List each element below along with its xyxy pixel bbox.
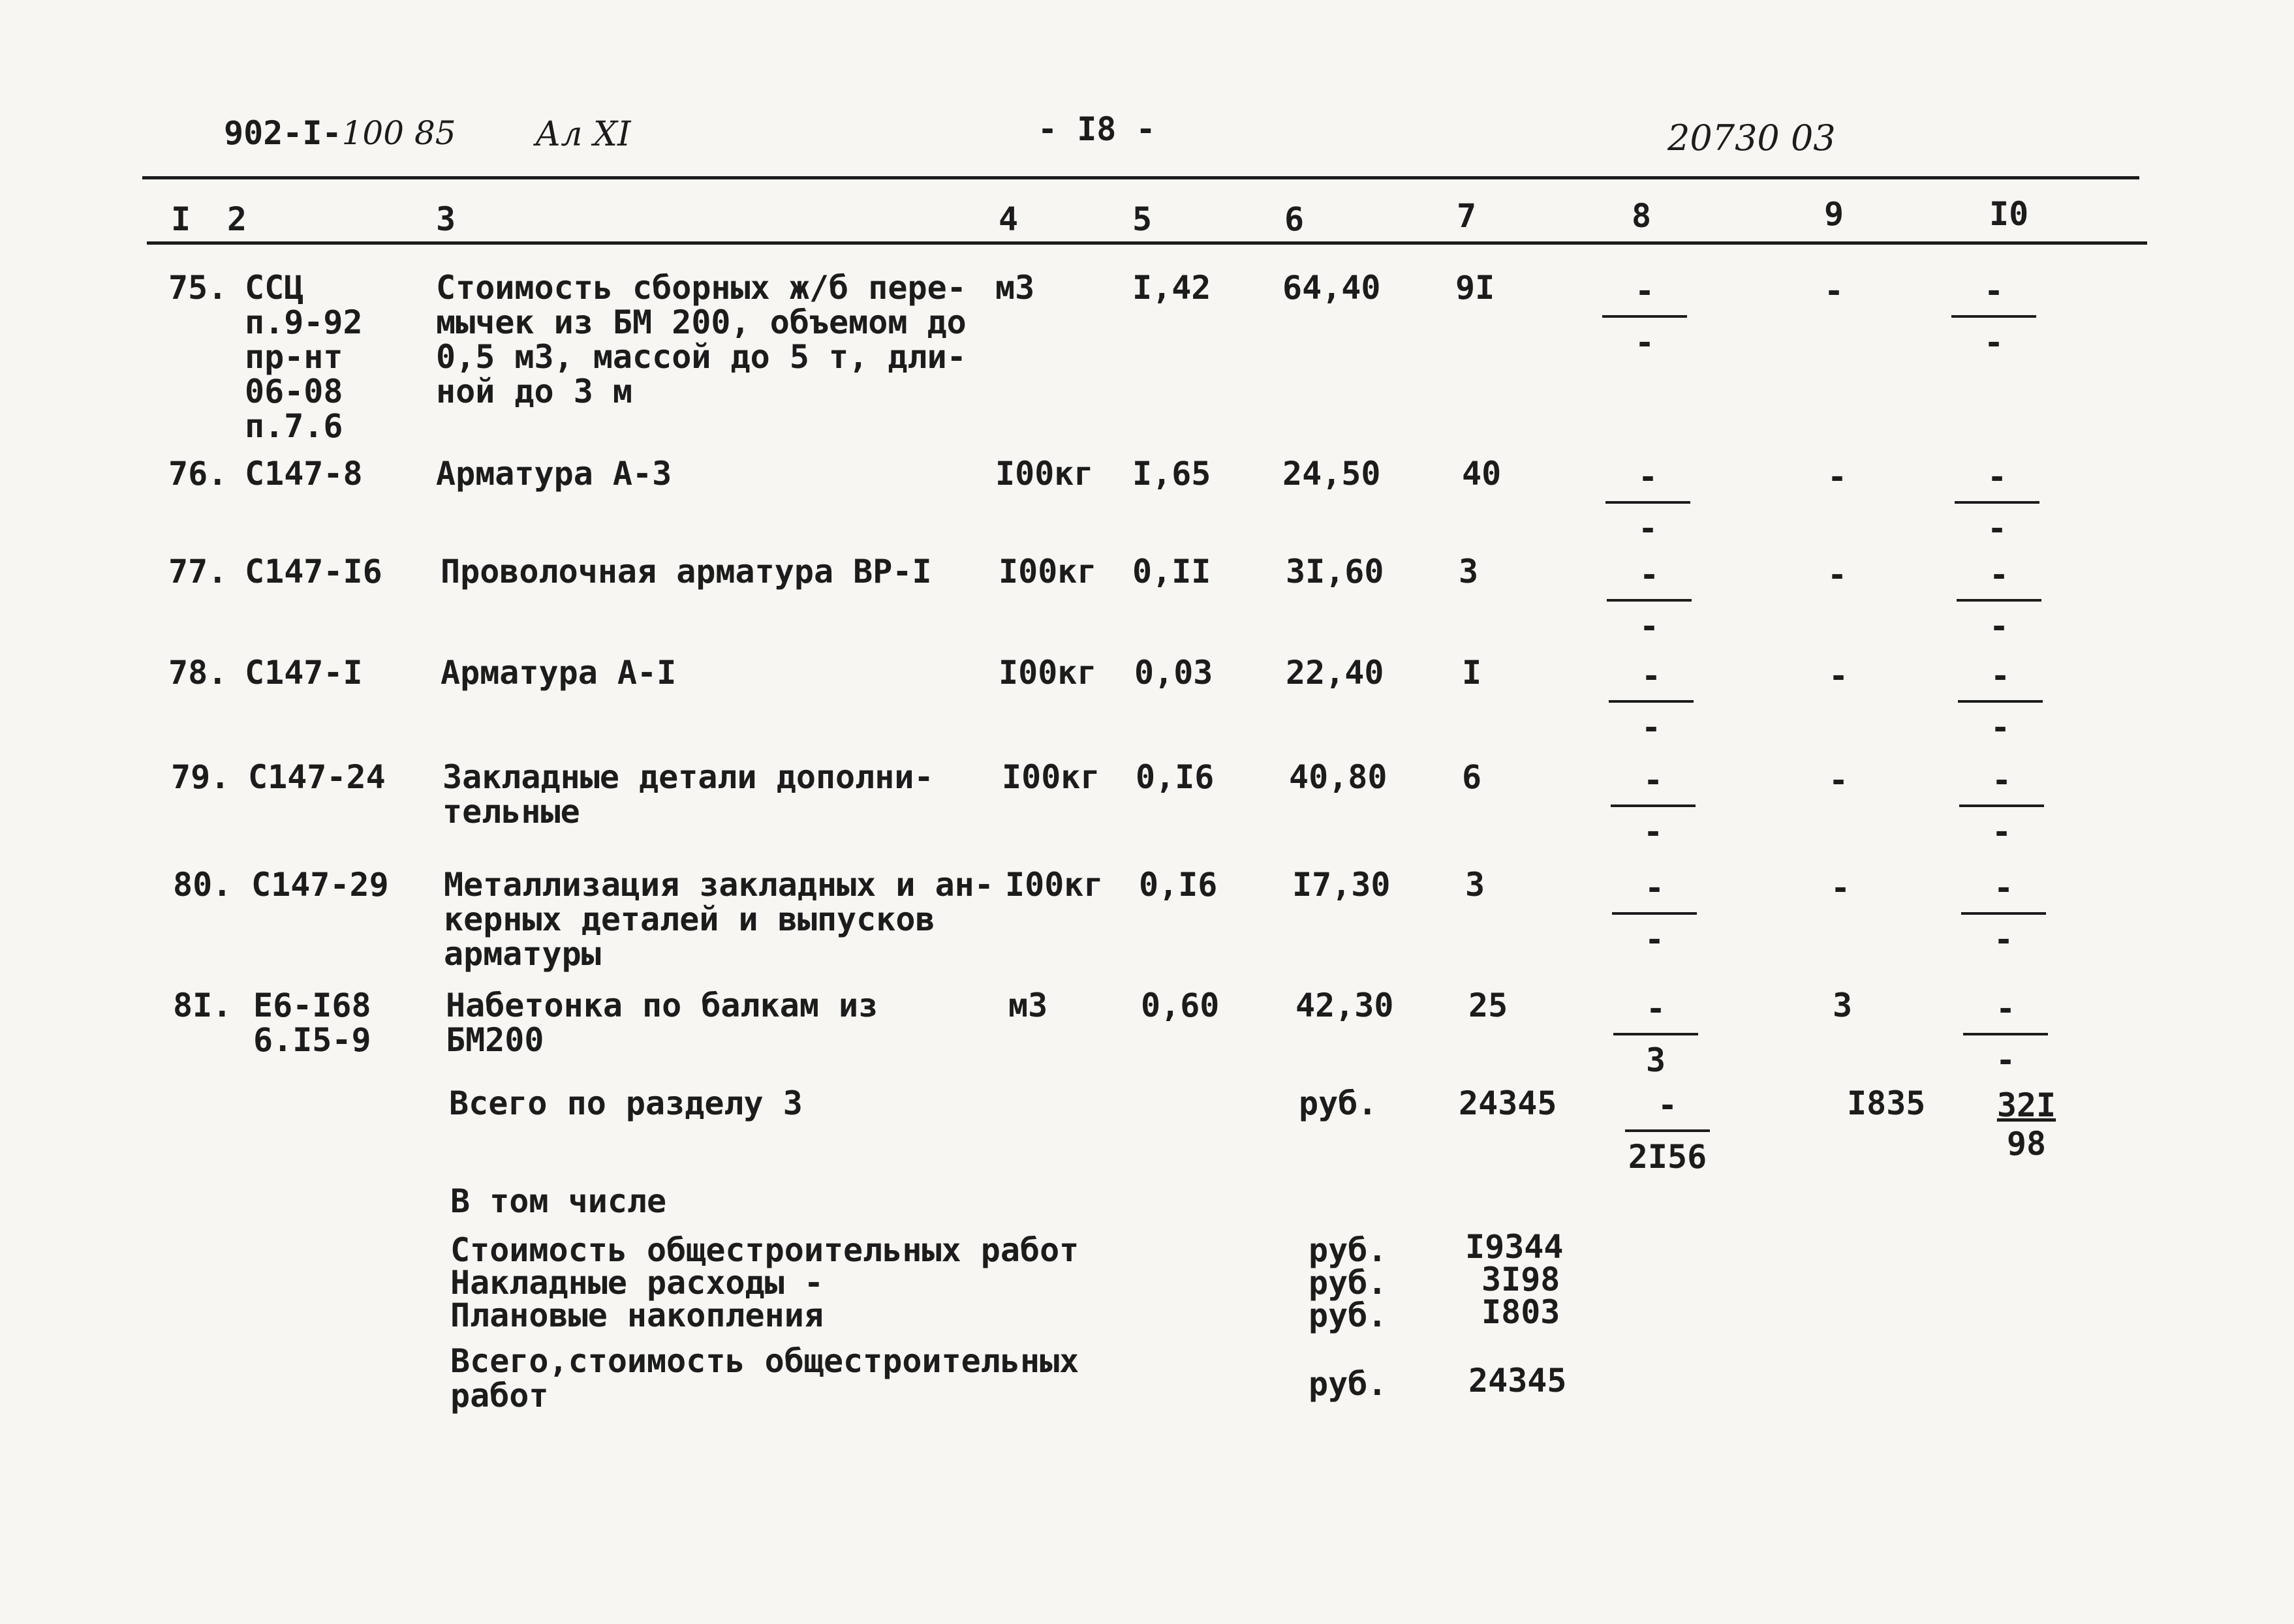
row-col8-fraction (1609, 659, 1694, 745)
col-header-1: I (171, 200, 191, 238)
row-unit: I00кг (1005, 866, 1104, 904)
row-unit: I00кг (999, 553, 1097, 590)
row-name (436, 271, 967, 409)
row-name-line: Проволочная арматура ВР-I (441, 553, 932, 590)
row-col10-top: - (1995, 990, 2016, 1028)
row-name (442, 760, 934, 829)
section-total-col8-bottom: 2I56 (1628, 1138, 1707, 1176)
row-col8-bottom: - (1641, 709, 1662, 746)
row-total: I (1462, 654, 1482, 692)
row-col8-top: - (1639, 556, 1660, 594)
row-name-line: Набетонка по балкам из (446, 987, 878, 1024)
row-col10-fraction (1957, 558, 2041, 644)
row-total: 6 (1462, 758, 1482, 796)
section-total-col8-top: - (1657, 1086, 1678, 1124)
row-col10-fraction (1951, 274, 2036, 360)
including-line-label: Стоимость общестроительных работ (450, 1231, 1079, 1269)
row-number: 78. (168, 654, 228, 692)
col-header-3: 3 (436, 200, 456, 238)
doc-code-handwritten: 100 85 (341, 114, 456, 152)
including-line-label: Плановые накопления (450, 1296, 824, 1334)
row-col10-top: - (1989, 556, 2009, 594)
row-col8-top: - (1641, 657, 1662, 695)
row-col8-fraction (1607, 558, 1692, 644)
row-col9: - (1827, 556, 1848, 594)
col-header-4: 4 (999, 200, 1019, 238)
row-unit: I00кг (999, 654, 1097, 692)
row-col10-bottom: - (1983, 324, 2004, 361)
row-col9: - (1828, 761, 1849, 799)
row-code (253, 988, 371, 1058)
section-total-unit: руб. (1299, 1084, 1378, 1122)
row-col10-top: - (1993, 869, 2014, 907)
row-col8-fraction (1612, 871, 1697, 957)
row-col10-top: - (1990, 657, 2011, 695)
row-col8-bottom: - (1637, 510, 1658, 547)
row-price: 24,50 (1282, 455, 1381, 493)
row-name-line: Закладные детали дополни- (442, 758, 934, 796)
row-col10-fraction (1963, 992, 2048, 1078)
row-col10-bottom: - (1991, 813, 2012, 851)
row-col9: - (1830, 869, 1851, 907)
row-code (251, 868, 389, 902)
including-heading: В том числе (450, 1182, 667, 1220)
page-number: - I8 - (1038, 110, 1156, 148)
row-code (245, 271, 363, 444)
row-code-line: С147-24 (248, 758, 386, 796)
row-code-line: 06-08 (245, 373, 343, 410)
section-total-col10-fraction (1984, 1088, 2069, 1161)
row-number: 77. (168, 553, 228, 590)
including-line-label: Накладные расходы - (450, 1264, 824, 1302)
row-unit: м3 (1008, 987, 1048, 1024)
row-col10-fraction (1955, 460, 2039, 546)
col-header-9: 9 (1824, 195, 1844, 233)
row-col10-bottom: - (1987, 510, 2007, 547)
row-price: 22,40 (1286, 654, 1384, 692)
row-col8-bottom: - (1639, 607, 1660, 645)
row-qty: 0,03 (1134, 654, 1213, 692)
row-unit: I00кг (995, 455, 1094, 493)
row-code-line: С147-8 (245, 455, 363, 493)
row-name-line: Арматура А-I (441, 654, 677, 692)
row-col8-fraction (1602, 274, 1687, 360)
grand-total-value: 24345 (1468, 1362, 1567, 1400)
row-col8-bottom: - (1634, 324, 1655, 361)
row-col9: - (1827, 458, 1848, 496)
row-name-line: БМ200 (446, 1021, 544, 1059)
row-code-line: Е6-I68 (253, 987, 371, 1024)
including-line-value: I803 (1481, 1293, 1560, 1331)
row-code (245, 457, 363, 491)
row-col8-top: - (1637, 458, 1658, 496)
row-col8-top: - (1634, 272, 1655, 310)
row-name-line: Арматура А-3 (436, 455, 672, 493)
row-name (436, 457, 672, 491)
including-line-unit: руб. (1309, 1231, 1387, 1269)
row-code-line: ССЦ (245, 269, 304, 307)
row-col8-fraction (1613, 992, 1698, 1078)
row-col10-fraction (1959, 763, 2044, 850)
row-number: 79. (171, 758, 230, 796)
row-col8-fraction (1611, 763, 1696, 850)
row-col8-bottom: - (1644, 921, 1665, 958)
row-col10-top: - (1987, 458, 2007, 496)
row-name (446, 988, 878, 1058)
row-price: 42,30 (1295, 987, 1394, 1024)
section-total-value: 24345 (1459, 1084, 1557, 1122)
col-header-8: 8 (1632, 197, 1652, 235)
row-price: 3I,60 (1286, 553, 1384, 590)
section-total-col9: I835 (1847, 1084, 1926, 1122)
row-name-line: мычек из БМ 200, объемом до (436, 303, 967, 341)
row-code (245, 656, 363, 690)
album-number: Ал XI (535, 115, 631, 154)
row-unit: м3 (995, 269, 1035, 307)
row-name-line: керных деталей и выпусков (444, 900, 935, 938)
row-total: 3 (1465, 866, 1485, 904)
header-bottom-rule (147, 241, 2147, 245)
section-total-col10-top: 32I (1996, 1086, 2056, 1124)
row-col10-bottom: - (1995, 1041, 2016, 1079)
row-name (441, 656, 676, 690)
row-unit: I00кг (1002, 758, 1100, 796)
row-name-line: Стоимость сборных ж/б пере- (436, 269, 967, 307)
row-code (248, 760, 386, 795)
including-line-value: I9344 (1465, 1228, 1564, 1266)
row-col10-fraction (1958, 659, 2043, 745)
row-qty: I,42 (1132, 269, 1211, 307)
including-line-unit: руб. (1309, 1264, 1387, 1302)
row-number: 76. (168, 455, 228, 493)
row-name (441, 555, 932, 589)
row-name (444, 868, 994, 972)
row-name-line: арматуры (444, 935, 601, 973)
row-total: 40 (1462, 455, 1502, 493)
row-price: I7,30 (1292, 866, 1391, 904)
row-code-line: 6.I5-9 (253, 1021, 371, 1059)
row-col8-fraction (1605, 460, 1690, 546)
row-code (245, 555, 382, 589)
row-code-line: С147-29 (251, 866, 389, 904)
row-name-line: 0,5 м3, массой до 5 т, дли- (436, 338, 967, 376)
row-qty: 0,II (1132, 553, 1211, 590)
row-code-line: п.9-92 (245, 303, 363, 341)
col-header-6: 6 (1284, 200, 1305, 238)
row-price: 64,40 (1282, 269, 1381, 307)
row-col10-bottom: - (1993, 921, 2014, 958)
row-name-line: ной до 3 м (436, 373, 633, 410)
row-name-line: тельные (442, 793, 580, 831)
row-number: 8I. (173, 987, 232, 1024)
grand-total-label (450, 1344, 1079, 1413)
row-col8-top: - (1643, 761, 1664, 799)
row-col10-fraction (1961, 871, 2046, 957)
row-qty: 0,I6 (1136, 758, 1215, 796)
table-top-rule (142, 176, 2139, 179)
row-col9: - (1828, 657, 1849, 695)
row-code-line: С147-I (245, 654, 363, 692)
col-header-10: I0 (1989, 195, 2029, 233)
row-code-line: С147-I6 (245, 553, 382, 590)
grand-total-label-line: Всего,стоимость общестроительных (450, 1342, 1079, 1380)
row-code-line: пр-нт (245, 338, 343, 376)
col-header-7: 7 (1457, 197, 1477, 235)
section-total-label: Всего по разделу 3 (449, 1084, 803, 1122)
row-qty: I,65 (1132, 455, 1211, 493)
row-name-line: Металлизация закладных и ан- (444, 866, 994, 904)
grand-total-unit: руб. (1309, 1365, 1387, 1403)
section-total-col10-bottom: 98 (2006, 1125, 2047, 1163)
doc-code (224, 116, 456, 151)
row-total: 25 (1468, 987, 1508, 1024)
section-total-col8-fraction (1625, 1088, 1710, 1174)
row-price: 40,80 (1289, 758, 1387, 796)
including-line-unit: руб. (1309, 1296, 1387, 1334)
row-col9: 3 (1832, 987, 1853, 1024)
doc-code-typed: 902-I- (224, 114, 342, 152)
inventory-number: 20730 03 (1667, 117, 1836, 159)
row-col10-bottom: - (1989, 607, 2009, 645)
col-header-2: 2 (227, 200, 247, 238)
col-header-5: 5 (1132, 200, 1153, 238)
row-col8-bottom: 3 (1645, 1041, 1666, 1079)
row-total: 3 (1459, 553, 1479, 590)
row-total: 9I (1455, 269, 1495, 307)
grand-total-label-line: работ (450, 1377, 549, 1415)
row-qty: 0,60 (1141, 987, 1220, 1024)
row-qty: 0,I6 (1139, 866, 1218, 904)
including-line-value: 3I98 (1481, 1261, 1560, 1298)
row-col8-top: - (1645, 990, 1666, 1028)
row-col8-bottom: - (1643, 813, 1664, 851)
row-col10-top: - (1991, 761, 2012, 799)
row-col8-top: - (1644, 869, 1665, 907)
row-number: 80. (173, 866, 232, 904)
row-col10-top: - (1983, 272, 2004, 310)
row-code-line: п.7.6 (245, 407, 343, 445)
row-col10-bottom: - (1990, 709, 2011, 746)
row-number: 75. (168, 269, 228, 307)
row-col9: - (1823, 272, 1844, 310)
